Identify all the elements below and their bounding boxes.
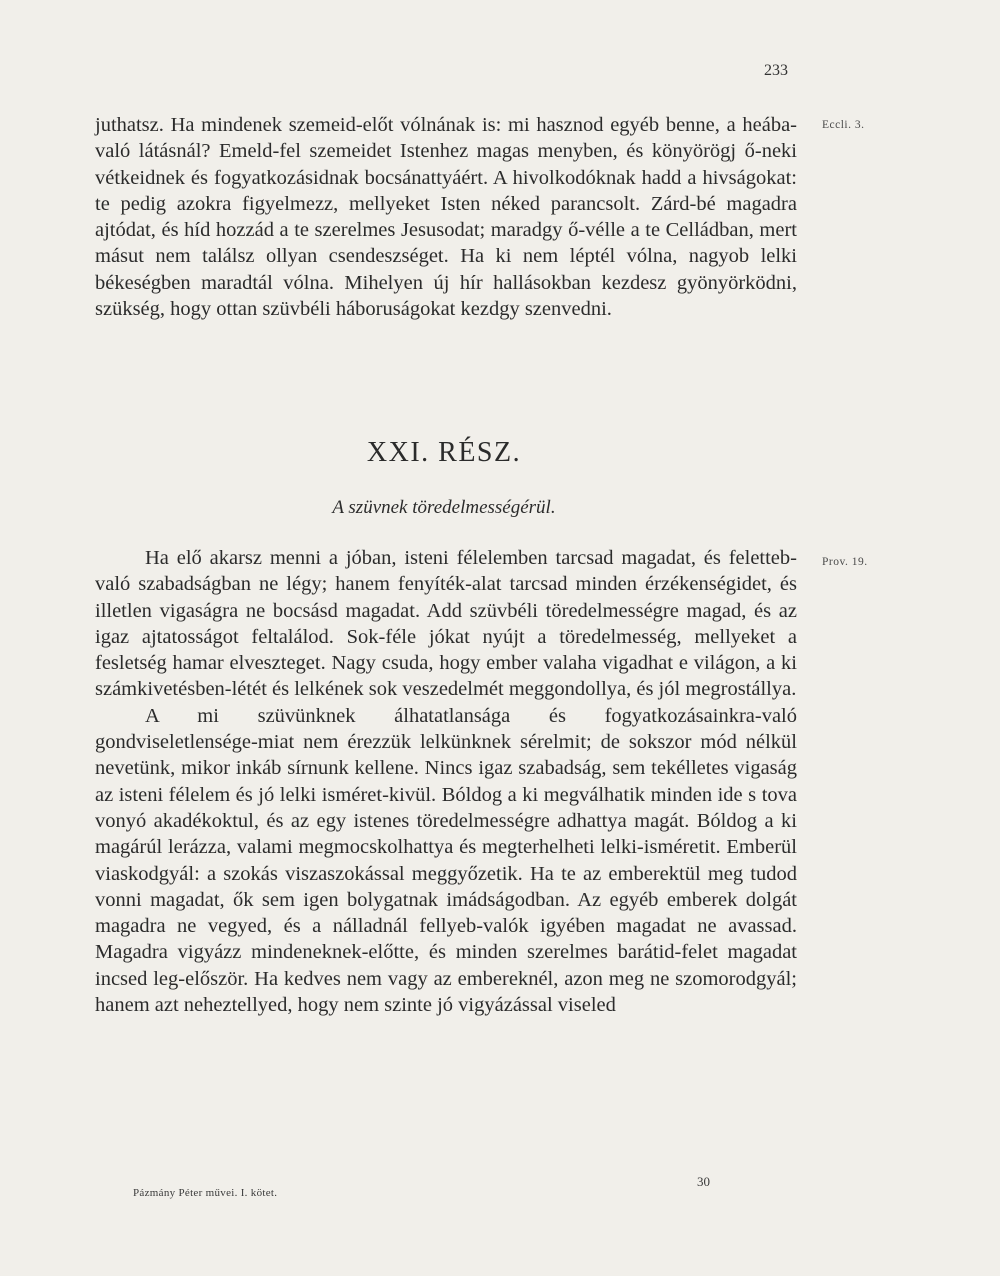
opening-paragraph: juthatsz. Ha mindenek szemeid-előt vólnának is: mi hasznod egyéb benne, a heába-való látásnál? Emeld-fel szemeidet Istenhez magas menyben, és könyörögj ő-neki vétkeidnek és fogyatkozásidnak bocsánattyáért. A hivolkodóknak hadd a hivságokat: te pedig azokra figyelmezz, mellyeket Isten néked parancsolt. Zárd-bé magadra ajtódat, és híd hozzád a te szerelmes Jesusodat; maradgy ő-vélle a te Celládban, mert másut nem találsz ollyan csendeszséget. Ha ki nem léptél vólna, nagyob lelki békeségben maradtál vólna. Mihelyen új hír hallásokban kezdesz gyönyörködni, szükség, hogy ottan szüvbéli háboruságokat kezdgy szenvedni. bbox=[95, 114, 797, 321]
paragraph-1: Ha elő akarsz menni a jóban, isteni félelemben tarcsad magadat, és feletteb-való szabadságban ne légy; hanem fenyíték-alat tarcsad minden érzékenségidet, és illetlen vigaságra ne bocsásd magadat. Add szüvbéli töredelmességre magad, és az igaz ajtatosságot feltalálod. Sok-féle jókat nyújt a töredelmesség, mellyeket a fesletség hamar elveszteget. Nagy csuda, hogy ember valaha vigadhat e világon, a ki számkivetésben-létét és lelkének sok veszedelmét meggondollya, és jól megrostállya. bbox=[95, 547, 797, 701]
chapter-text-block bbox=[95, 545, 797, 1018]
page-number: 233 bbox=[764, 62, 788, 79]
footer-volume-note: Pázmány Péter művei. I. kötet. bbox=[133, 1187, 278, 1199]
paragraph-2: A mi szüvünknek álhatatlansága és fogyatkozásainkra-való gondviseletlensége-miat nem érezzük lelkünknek sérelmit; de sokszor mód nélkül nevetünk, mikor inkáb sírnunk kellene. Nincs igaz szabadság, sem tekélletes vigaság az isteni félelem és jó lelki isméret-kivül. Bóldog a ki megválhatik minden ide s tova vonyó akadékoktul, és az egy istenes töredelmességre adhattya magát. Bóldog a ki magárúl lerázza, valami megmocskolhattya és megterhelheti lelki-isméretit. Emberül viaskodgyál: a szokás viszaszokással meggyőzetik. Ha te az emberektül meg tudod vonni magadat, ők sem igen bolygatnak imádságodban. Az egyéb emberek dolgát magadra ne vegyed, és a nálladnál fellyeb-valók igyében magadat ne avassad. Magadra vigyázz mindeneknek-előtte, és minden szerelmes barátid-felet magadat incsed leg-először. Ha kedves nem vagy az embereknél, azon meg ne szomorodgyál; hanem azt neheztellyed, hogy nem szinte jó vigyázással viseled bbox=[95, 704, 797, 1017]
footer-signature-number: 30 bbox=[697, 1174, 710, 1189]
margin-note-eccli: Eccli. 3. bbox=[822, 119, 865, 131]
margin-note-prov: Prov. 19. bbox=[822, 556, 868, 568]
chapter-title: XXI. RÉSZ. bbox=[366, 437, 522, 468]
opening-text-block bbox=[95, 112, 797, 322]
chapter-subtitle: A szüvnek töredelmességérül. bbox=[332, 497, 556, 518]
